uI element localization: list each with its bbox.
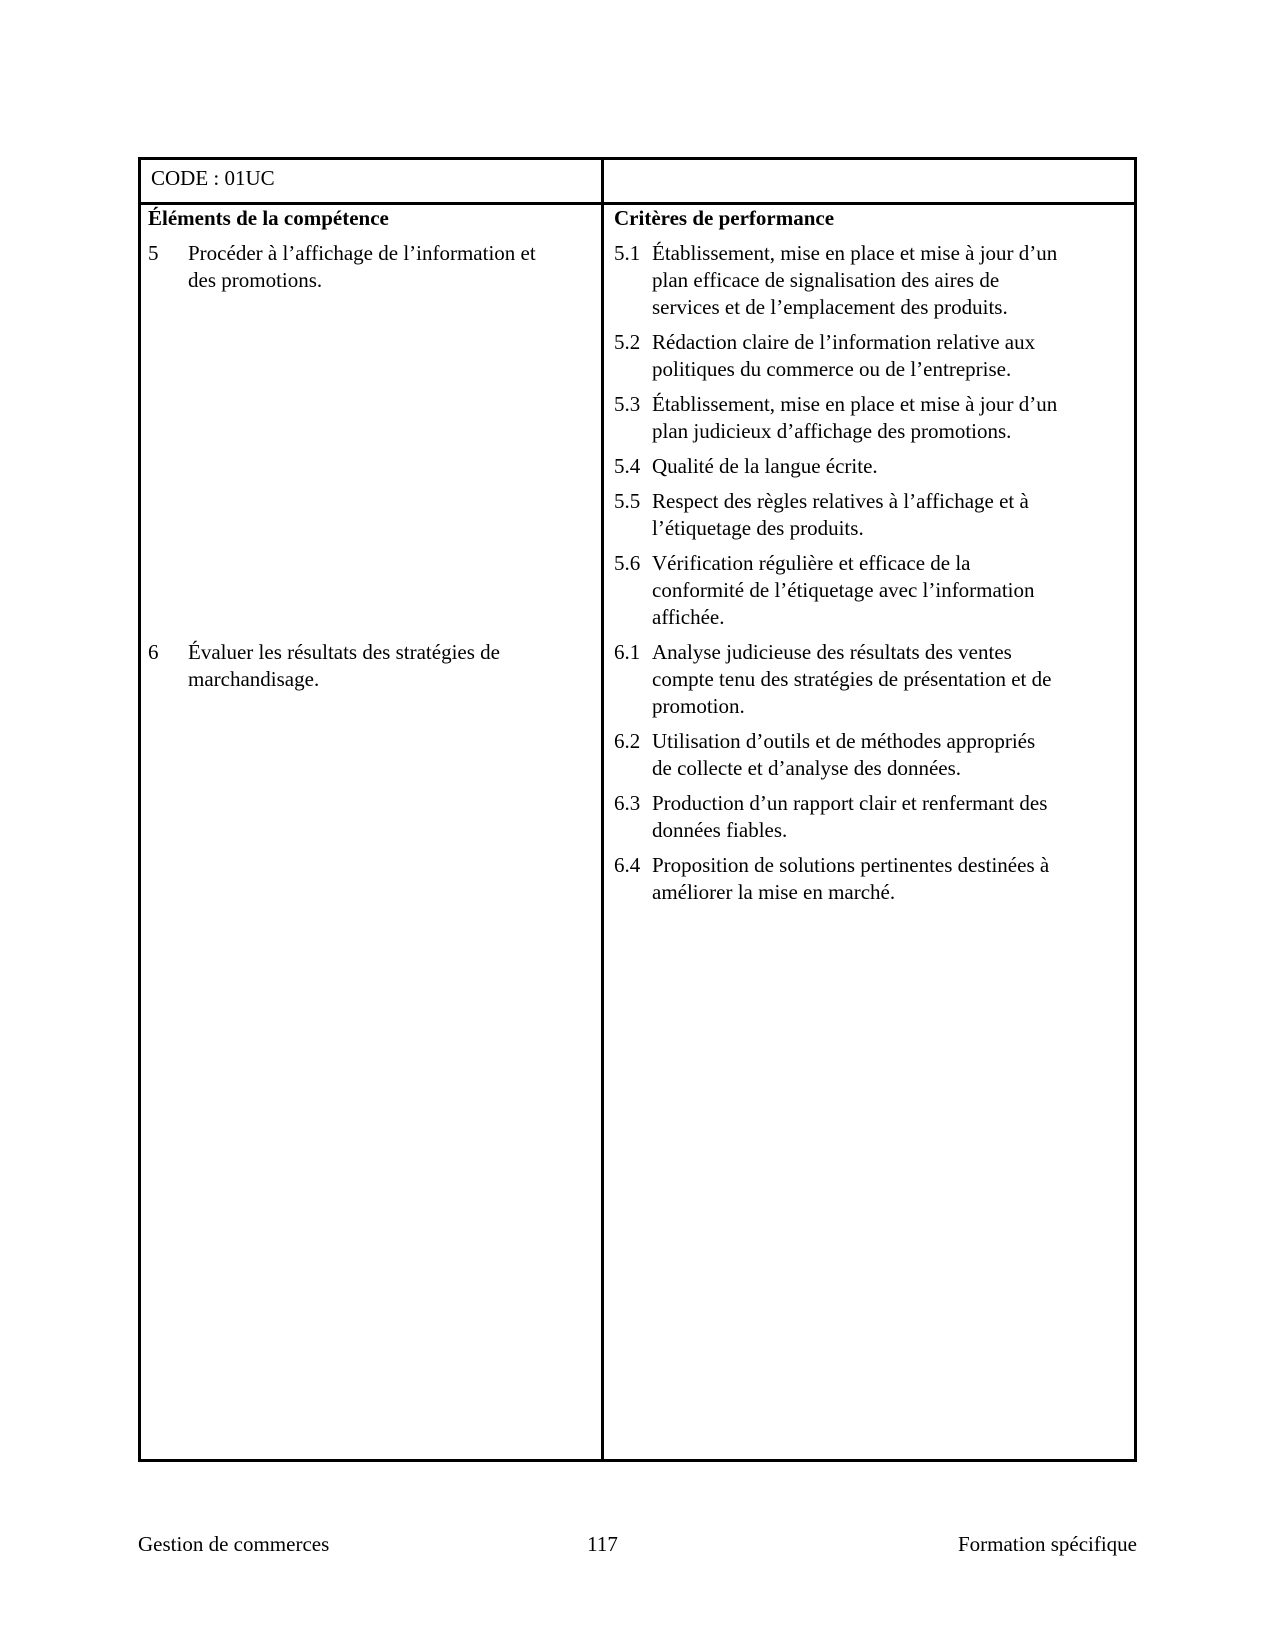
criterion-5-3-text: Établissement, mise en place et mise à jour d’un plan judicieux d’affichage des promotions. [652,392,1058,443]
criterion-5-3-number: 5.3 [614,392,641,416]
elements-column [141,205,604,639]
element-5-number: 5 [148,241,159,265]
footer-section-name: Formation spécifique [957,1532,1137,1556]
code-cell [141,160,604,202]
criteria-column [604,205,1134,639]
element-5-text: Procéder à l’affichage de l’information et des promotions. [188,241,536,292]
criterion-5-5-text: Respect des règles relatives à l’affichage et à l’étiquetage des produits. [652,489,1029,540]
elements-column-continued [141,639,604,1459]
element-6-number: 6 [148,640,159,664]
element-item-5 [148,240,552,294]
criterion-5-2-text: Rédaction claire de l’information relative aux politiques du commerce ou de l’entreprise. [652,330,1036,381]
criterion-6-2 [614,728,1060,782]
criterion-6-2-text: Utilisation d’outils et de méthodes appropriés de collecte et d’analyse des données. [652,729,1036,780]
criterion-5-4-text: Qualité de la langue écrite. [652,454,878,478]
criterion-6-4 [614,852,1060,906]
criterion-5-1 [614,240,1060,321]
criterion-6-1-text: Analyse judicieuse des résultats des ventes compte tenu des stratégies de présentation et de promotion. [652,640,1052,718]
criterion-5-2-number: 5.2 [614,330,641,354]
element-6-text: Évaluer les résultats des stratégies de marchandisage. [188,640,500,691]
criterion-6-2-number: 6.2 [614,729,641,753]
criterion-6-3-number: 6.3 [614,791,641,815]
code-label: CODE : 01UC [151,166,275,190]
criterion-5-6 [614,550,1060,631]
criterion-5-1-number: 5.1 [614,241,641,265]
competence-table [138,157,1137,1462]
criterion-6-1 [614,639,1060,720]
criterion-5-1-text: Établissement, mise en place et mise à jour d’un plan efficace de signalisation des aires de services et de l’emplacement des produits. [652,241,1058,319]
criterion-5-4 [614,453,1060,480]
criteria-column-header: Critères de performance [614,206,835,230]
criterion-6-4-number: 6.4 [614,853,641,877]
footer-program-name: Gestion de commerces [138,1532,330,1556]
criterion-6-1-number: 6.1 [614,640,641,664]
page-footer [138,1531,1137,1558]
criteria-column-continued [604,639,1134,1459]
criterion-5-5-number: 5.5 [614,489,641,513]
criterion-6-4-text: Proposition de solutions pertinentes destinées à améliorer la mise en marché. [652,853,1050,904]
footer-page-number: 117 [587,1532,618,1556]
criterion-6-3 [614,790,1060,844]
criterion-5-5 [614,488,1060,542]
code-row-empty-cell [604,160,1134,202]
criterion-5-2 [614,329,1060,383]
element-6-row [141,639,1134,1459]
criterion-5-6-text: Vérification régulière et efficace de la conformité de l’étiquetage avec l’information affichée. [652,551,1035,629]
criterion-5-6-number: 5.6 [614,551,641,575]
criterion-5-3 [614,391,1060,445]
code-row [141,160,1134,205]
element-5-row [141,205,1134,639]
criterion-5-4-number: 5.4 [614,454,641,478]
criterion-6-3-text: Production d’un rapport clair et renfermant des données fiables. [652,791,1048,842]
elements-column-header: Éléments de la compétence [148,206,389,230]
element-item-6 [148,639,552,693]
